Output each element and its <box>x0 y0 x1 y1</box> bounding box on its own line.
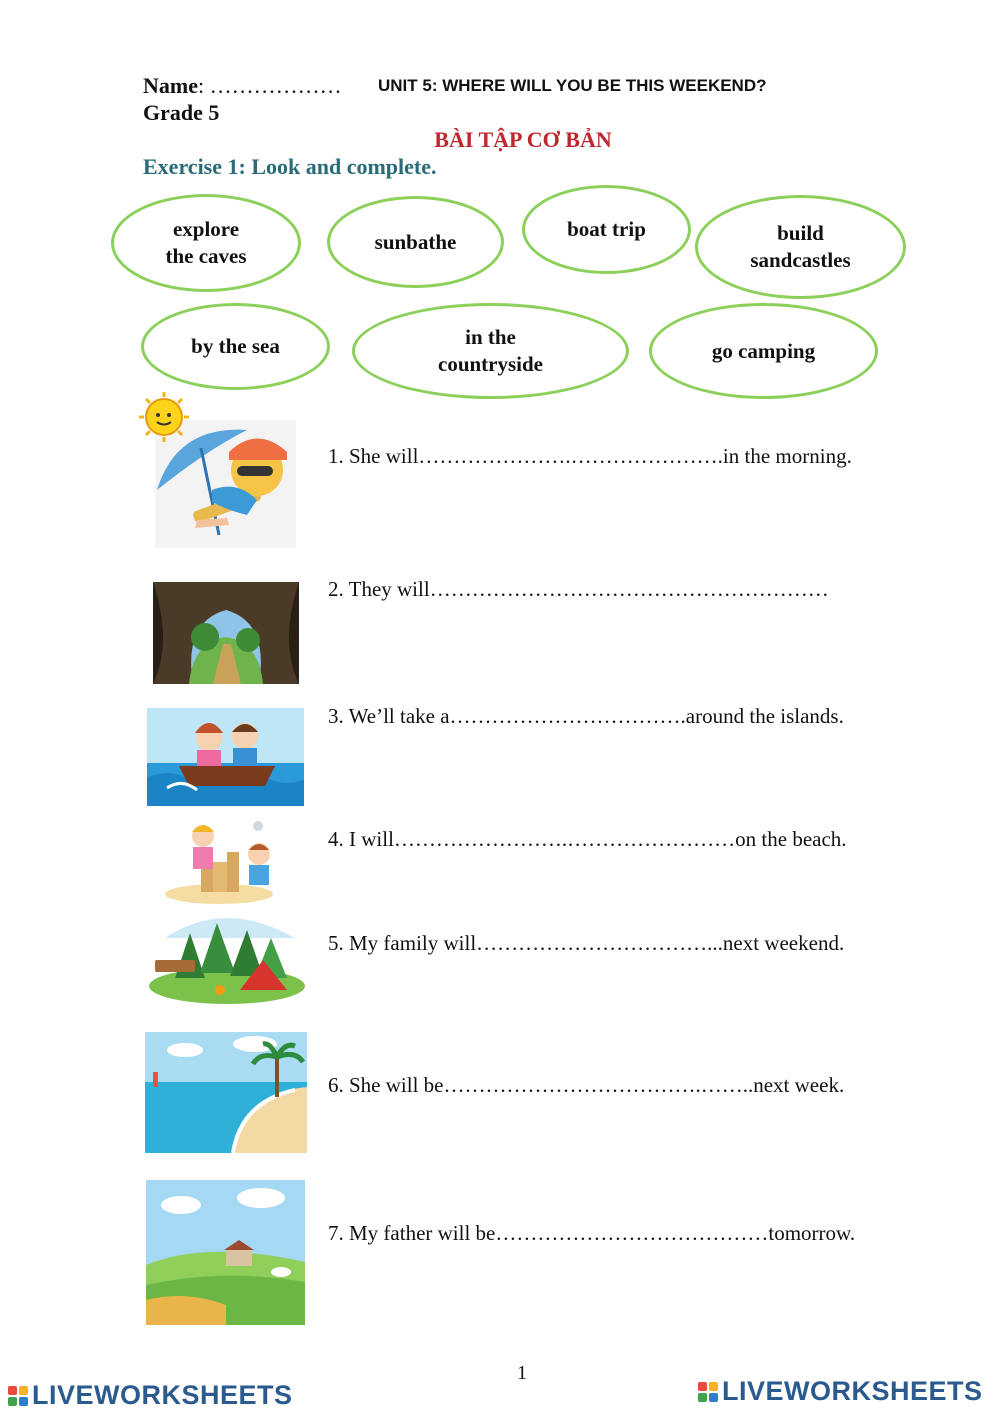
unit-title: UNIT 5: WHERE WILL YOU BE THIS WEEKEND? <box>378 76 767 95</box>
word-go-camping[interactable]: go camping <box>649 303 878 399</box>
sunbathing-girl-picture <box>137 390 297 550</box>
name-field <box>143 73 342 99</box>
grade-label: Grade 5 <box>143 100 220 125</box>
logo-text-right: LIVEWORKSHEETS <box>722 1376 983 1406</box>
liveworksheets-logo-icon <box>8 1386 28 1406</box>
sentence-2[interactable]: 2. They will………………………………………………… <box>328 577 829 601</box>
boat-trip-picture <box>147 708 304 806</box>
beach-picture <box>145 1032 307 1153</box>
word-sunbathe[interactable]: sunbathe <box>327 196 504 288</box>
cave-picture <box>153 582 299 684</box>
camping-picture <box>145 908 307 1004</box>
word-boat-trip[interactable]: boat trip <box>522 185 691 274</box>
page-number: 1 <box>517 1362 527 1384</box>
word-explore-the-caves[interactable]: explore the caves <box>111 194 301 292</box>
word-in-the-countryside[interactable]: in the countryside <box>352 303 629 399</box>
sentence-6[interactable]: 6. She will be……………………………….……..next week. <box>328 1073 845 1097</box>
exercise-title: Exercise 1: Look and complete. <box>143 154 437 179</box>
sentence-4[interactable]: 4. I will…………………….……………………on the beach. <box>328 827 847 851</box>
sandcastle-picture <box>163 814 275 904</box>
liveworksheets-logo-left[interactable] <box>8 1380 293 1411</box>
liveworksheets-logo-icon <box>698 1382 718 1402</box>
countryside-picture <box>146 1180 305 1325</box>
liveworksheets-logo-right[interactable] <box>698 1376 983 1407</box>
sentence-3[interactable]: 3. We’ll take a…………………………….around the islands. <box>328 704 844 728</box>
name-label: Name <box>143 73 198 98</box>
section-title: BÀI TẬP CƠ BẢN <box>434 127 612 152</box>
word-by-the-sea[interactable]: by the sea <box>141 303 330 390</box>
sentence-7[interactable]: 7. My father will be…………………………………tomorrow. <box>328 1221 856 1245</box>
sentence-5[interactable]: 5. My family will……………………………...next weekend. <box>328 931 845 955</box>
name-blank[interactable]: : ……………… <box>197 73 342 98</box>
word-build-sandcastles[interactable]: build sandcastles <box>695 195 906 299</box>
sun-icon <box>139 392 189 442</box>
sentence-1[interactable]: 1. She will………………….………………….in the morning. <box>328 444 852 468</box>
logo-text-left: LIVEWORKSHEETS <box>32 1380 293 1410</box>
